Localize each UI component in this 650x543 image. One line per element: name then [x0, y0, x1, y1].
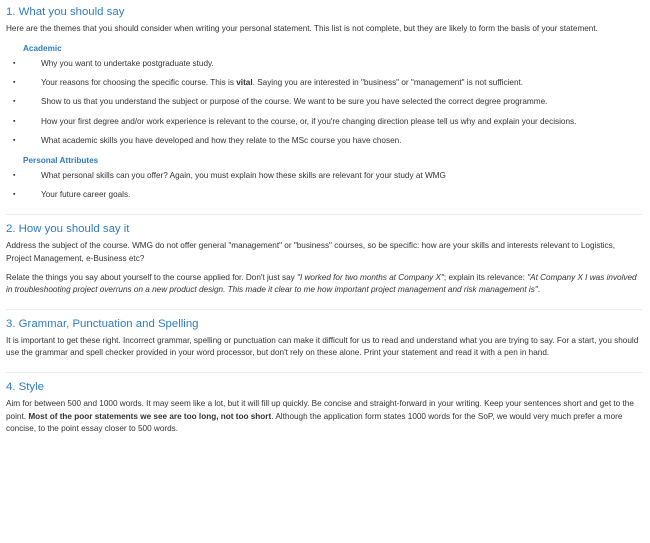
- example-quote: "At Company X I was involved in troubleshooting project overruns on a new product design. This made it clear to me how important project management and risk management is": [6, 272, 637, 295]
- bullet-icon: ▪: [13, 59, 16, 67]
- section-heading: 1. What you should say: [6, 6, 125, 18]
- personal-list: [6, 170, 642, 202]
- subheading-personal-attributes: Personal Attributes: [23, 155, 99, 165]
- emphasis-vital: vital: [236, 78, 253, 87]
- paragraph: It is important to get these right. Incorrect grammar, spelling or punctuation can make it difficult for us to read and understand what you are trying to say. For a start, you should use the grammar and spell checker provided in your word processor, but don't rely on these alone. Print your statement and read it with a pen in hand.: [6, 335, 639, 358]
- bullet-icon: ▪: [13, 117, 16, 125]
- intro-paragraph: Here are the themes that you should consider when writing your personal statement. This list is not complete, but they are likely to form the basis of your statement.: [6, 24, 598, 33]
- list-item: ▪ Your future career goals.: [6, 189, 642, 201]
- paragraph: Relate the things you say about yourself to the course applied for. Don't just say "I worked for two months at Company X"; explain its relevance: "At Company X I was involved in troubleshooting project overruns on a new product design. This made it clear to me how important project management and risk management is".: [6, 272, 637, 295]
- list-item: ▪ Show to us that you understand the subject or purpose of the course. We want to be sure you have selected the correct degree programme.: [6, 96, 642, 108]
- list-item: ▪ Why you want to undertake postgraduate study.: [6, 58, 642, 70]
- section-heading: 4. Style: [6, 381, 44, 393]
- paragraph: Aim for between 500 and 1000 words. It may seem like a lot, but it will fill up quickly. Be concise and straight-forward in your writing. Keep your sentences short and get to the point. Most of the poor statements we see are too long, not too short. Although the application form states 1000 words for the SoP, we would very much prefer a more concise, to the point essay closer to 500 words.: [6, 399, 634, 434]
- list-item: ▪ Your reasons for choosing the specific course. This is vital. Saying you are interested in "business" or "management" is not sufficient.: [6, 77, 642, 89]
- bullet-icon: ▪: [13, 137, 16, 145]
- bullet-icon: ▪: [13, 79, 16, 86]
- list-item: ▪ What personal skills can you offer? Again, you must explain how these skills are relevant for your study at WMG: [6, 170, 642, 182]
- section-grammar-punctuation-spelling: [6, 309, 642, 372]
- emphasis-bold: Most of the poor statements we see are too long, not too short: [28, 411, 272, 421]
- bullet-icon: ▪: [13, 171, 16, 179]
- subheading-academic: Academic: [23, 43, 62, 53]
- list-item: ▪ How your first degree and/or work experience is relevant to the course, or, if you're changing direction please tell us why and explain your decisions.: [6, 116, 642, 128]
- section-style: [6, 372, 642, 448]
- section-how-you-should-say-it: [6, 214, 642, 308]
- bullet-icon: ▪: [13, 191, 16, 199]
- bullet-icon: ▪: [13, 98, 16, 106]
- paragraph: Address the subject of the course. WMG do not offer general "management" or "business" courses, so be specific: how are your skills and interests relevant to Logistics, Project Management, e-Business etc?: [6, 241, 616, 264]
- list-item: ▪ What academic skills you have developed and how they relate to the MSc course you have chosen.: [6, 135, 642, 147]
- section-heading: 2. How you should say it: [6, 223, 130, 236]
- academic-list: [6, 58, 642, 148]
- section-heading: 3. Grammar, Punctuation and Spelling: [6, 317, 199, 330]
- section-what-you-should-say: [6, 6, 642, 214]
- example-quote: "I worked for two months at Company X": [297, 272, 444, 282]
